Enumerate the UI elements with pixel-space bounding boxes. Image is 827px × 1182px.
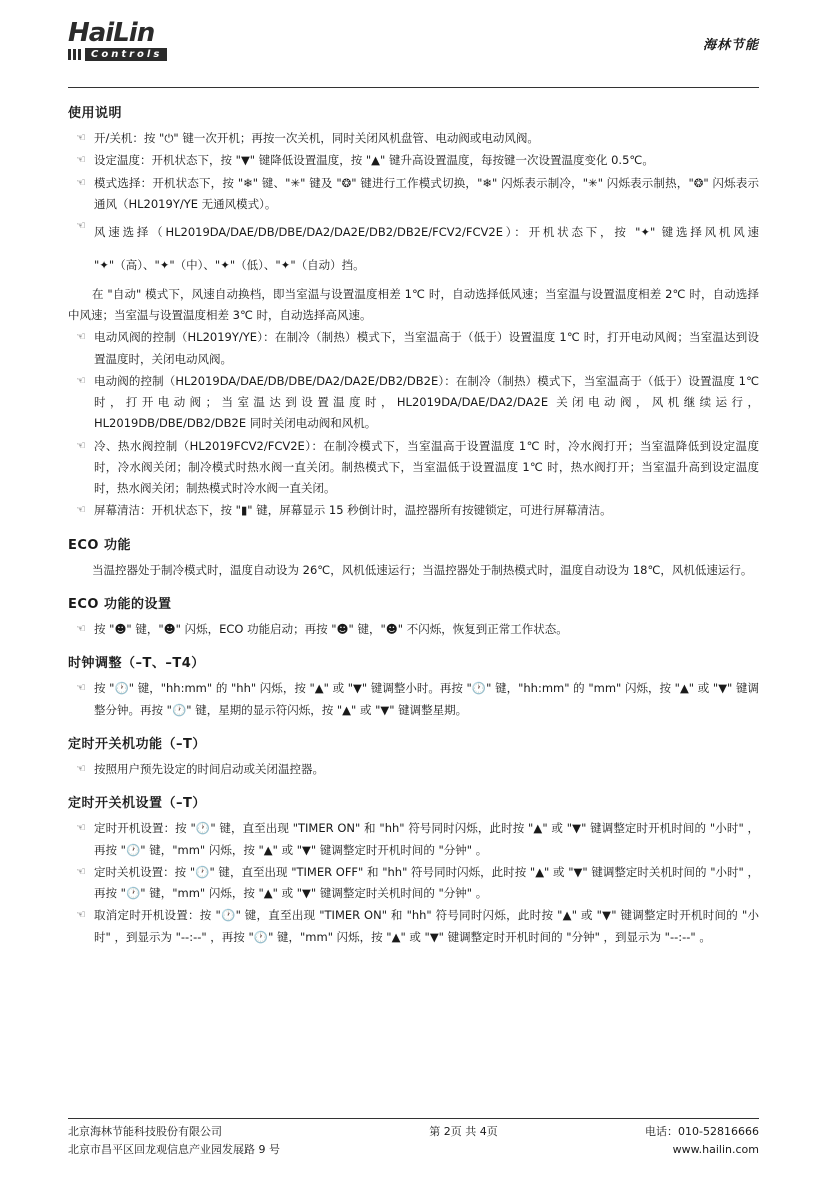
list-item [68,436,759,500]
list-item-text: 按 "☻" 键，"☻" 闪烁，ECO 功能启动；再按 "☻" 键，"☻" 不闪烁，恢复到正常工作状态。 [94,622,568,637]
footer-address: 北京市昌平区回龙观信息产业园发展路 9 号 [68,1143,280,1157]
list-item [68,905,759,948]
footer-row-bottom [68,1141,759,1160]
list-item-text: 设定温度：开机状态下，按 "▼" 键降低设置温度，按 "▲" 键升高设置温度，每按键一次设置温度变化 0.5℃。 [94,153,654,168]
list-item-text: 冷、热水阀控制（HL2019FCV2/FCV2E）：在制冷模式下，当室温高于设置温度 1℃ 时，冷水阀打开；当室温降低到设定温度时，冷水阀关闭；制冷模式时热水阀一直关闭。制热模式下，当室温低于设置温度 1℃ 时，热水阀打开；当室温升高到设定温度时，热水阀关闭；制热模式时冷水阀一直关闭。 [94,438,759,496]
list-item [68,619,759,640]
pointing-hand-icon: ☞ [76,131,86,145]
list-item [68,128,759,149]
logo-subrow [68,48,218,61]
list-item-text: 屏幕清洁：开机状态下，按 "▮" 键，屏幕显示 15 秒倒计时，温控器所有按键锁定，可进行屏幕清洁。 [94,503,612,518]
list-item-text: 定时开机设置：按 "🕐" 键，直至出现 "TIMER ON" 和 "hh" 符号同时闪烁，此时按 "▲" 或 "▼" 键调整定时开机时间的 "小时" ，再按 "🕐" 键，"mm" 闪烁，按 "▲" 或 "▼" 键调整定时开机时间的 "分钟" 。 [94,821,759,857]
list-item [68,759,759,780]
list-item-text: 风速选择（HL2019DA/DAE/DB/DBE/DA2/DA2E/DB2/DB2E/FCV2/FCV2E）：开机状态下，按 "✦" 键选择风机风速 "✦"（高）、"✦"（中）、"✦"（低）、"✦"（自动）挡。 [94,225,759,273]
section-title-clock: 时钟调整（–T、–T4） [68,656,205,672]
list-item-text: 按照用户预先设定的时间启动或关闭温控器。 [94,761,324,776]
paragraph-auto-fan: 在 "自动" 模式下，风速自动换档，即当室温与设置温度相差 1℃ 时，自动选择低风速；当室温与设置温度相差 2℃ 时，自动选择中风速；当室温与设置温度相差 3℃ 时，自动选择高风速。 [68,286,759,323]
section-title-eco: ECO 功能 [68,537,131,553]
list-item [68,371,759,435]
brand-chinese-name: 海林节能 [702,38,759,53]
list-item [68,678,759,721]
section-title-timer-function: 定时开关机功能（–T） [68,736,206,752]
document-content [68,88,759,948]
pointing-hand-icon: ☞ [76,681,86,695]
pointing-hand-icon: ☞ [76,821,86,835]
footer-company: 北京海林节能科技股份有限公司 [68,1124,222,1138]
list-item-text: 按 "🕐" 键，"hh:mm" 的 "hh" 闪烁，按 "▲" 或 "▼" 键调整小时。再按 "🕐" 键，"hh:mm" 的 "mm" 闪烁，按 "▲" 或 "▼" 键调整分钟。再按 "🕐" 键，星期的显示符闪烁，按 "▲" 或 "▼" 键调整星期。 [94,681,759,717]
page-header [68,0,759,88]
header-divider [68,87,759,88]
hailin-logo [68,20,218,61]
list-item [68,150,759,171]
list-item-text: 模式选择：开机状态下，按 "❄" 键、"✳" 键及 "❂" 键进行工作模式切换，"❄" 闪烁表示制冷，"✳" 闪烁表示制热，"❂" 闪烁表示通风（HL2019Y/YE 无通风模式）。 [94,175,759,211]
list-item [68,862,759,905]
footer-page-number: 第 2页 共 4页 [429,1124,498,1138]
footer-phone: 电话：010-52816666 [645,1124,759,1138]
list-item [68,818,759,861]
paragraph-eco: 当温控器处于制冷模式时，温度自动设为 26℃，风机低速运行；当温控器处于制热模式时，温度自动设为 18℃，风机低速运行。 [92,562,753,577]
footer-divider [68,1118,759,1119]
pointing-hand-icon: ☞ [76,503,86,517]
list-item-text: 电动阀的控制（HL2019DA/DAE/DB/DBE/DA2/DA2E/DB2/DB2E）：在制冷（制热）模式下，当室温高于（低于）设置温度 1℃ 时，打开电动阀；当室温达到设置温度时，HL2019DA/DAE/DA2/DA2E 关闭电动阀，风机继续运行，HL2019DB/DBE/DB2/DB2E 同时关闭电动阀和风机。 [94,373,759,431]
pointing-hand-icon: ☞ [76,175,86,189]
list-item-text: 定时关机设置：按 "🕐" 键，直至出现 "TIMER OFF" 和 "hh" 符号同时闪烁，此时按 "▲" 或 "▼" 键调整定时关机时间的 "小时" ，再按 "🕐" 键，"mm" 闪烁，按 "▲" 或 "▼" 键调整定时关机时间的 "分钟" 。 [94,864,759,901]
pointing-hand-icon: ☞ [76,908,86,922]
pointing-hand-icon: ☞ [76,622,86,636]
section-title-eco-setting: ECO 功能的设置 [68,597,172,613]
pointing-hand-icon: ☞ [76,330,86,344]
logo-controls-label: Controls [85,48,167,61]
footer-row-top [68,1123,759,1142]
pointing-hand-icon: ☞ [76,373,86,387]
list-item [68,500,759,521]
section-title-timer-setting: 定时开关机设置（–T） [68,796,206,812]
footer-website: www.hailin.com [672,1143,759,1157]
pointing-hand-icon: ☞ [76,761,86,775]
page-footer [68,1118,759,1160]
pointing-hand-icon: ☞ [76,864,86,878]
list-item-text: 电动风阀的控制（HL2019Y/YE）：在制冷（制热）模式下，当室温高于（低于）设置温度 1℃ 时，打开电动风阀；当室温达到设置温度时，关闭电动风阀。 [94,330,759,366]
pointing-hand-icon: ☞ [76,153,86,167]
list-item-text: 开/关机：按 "⏻" 键一次开机；再按一次关机，同时关闭风机盘管、电动阀或电动风阀。 [94,131,539,146]
section-title-usage: 使用说明 [68,106,123,121]
list-item [68,327,759,370]
list-item-text: 取消定时开机设置：按 "🕐" 键，直至出现 "TIMER ON" 和 "hh" 符号同时闪烁，此时按 "▲" 或 "▼" 键调整定时开机时间的 "小时" ，到显示为 "--:--" ，再按 "🕐" 键，"mm" 闪烁，按 "▲" 或 "▼" 键调整定时开机时间的 "分钟" ，到显示为 "--:--" 。 [94,908,759,944]
list-item [68,173,759,216]
pointing-hand-icon: ☞ [76,219,86,233]
logo-bars-icon [68,49,81,60]
logo-wordmark: HaiLin [68,18,155,48]
list-item [68,216,759,283]
pointing-hand-icon: ☞ [76,438,86,452]
